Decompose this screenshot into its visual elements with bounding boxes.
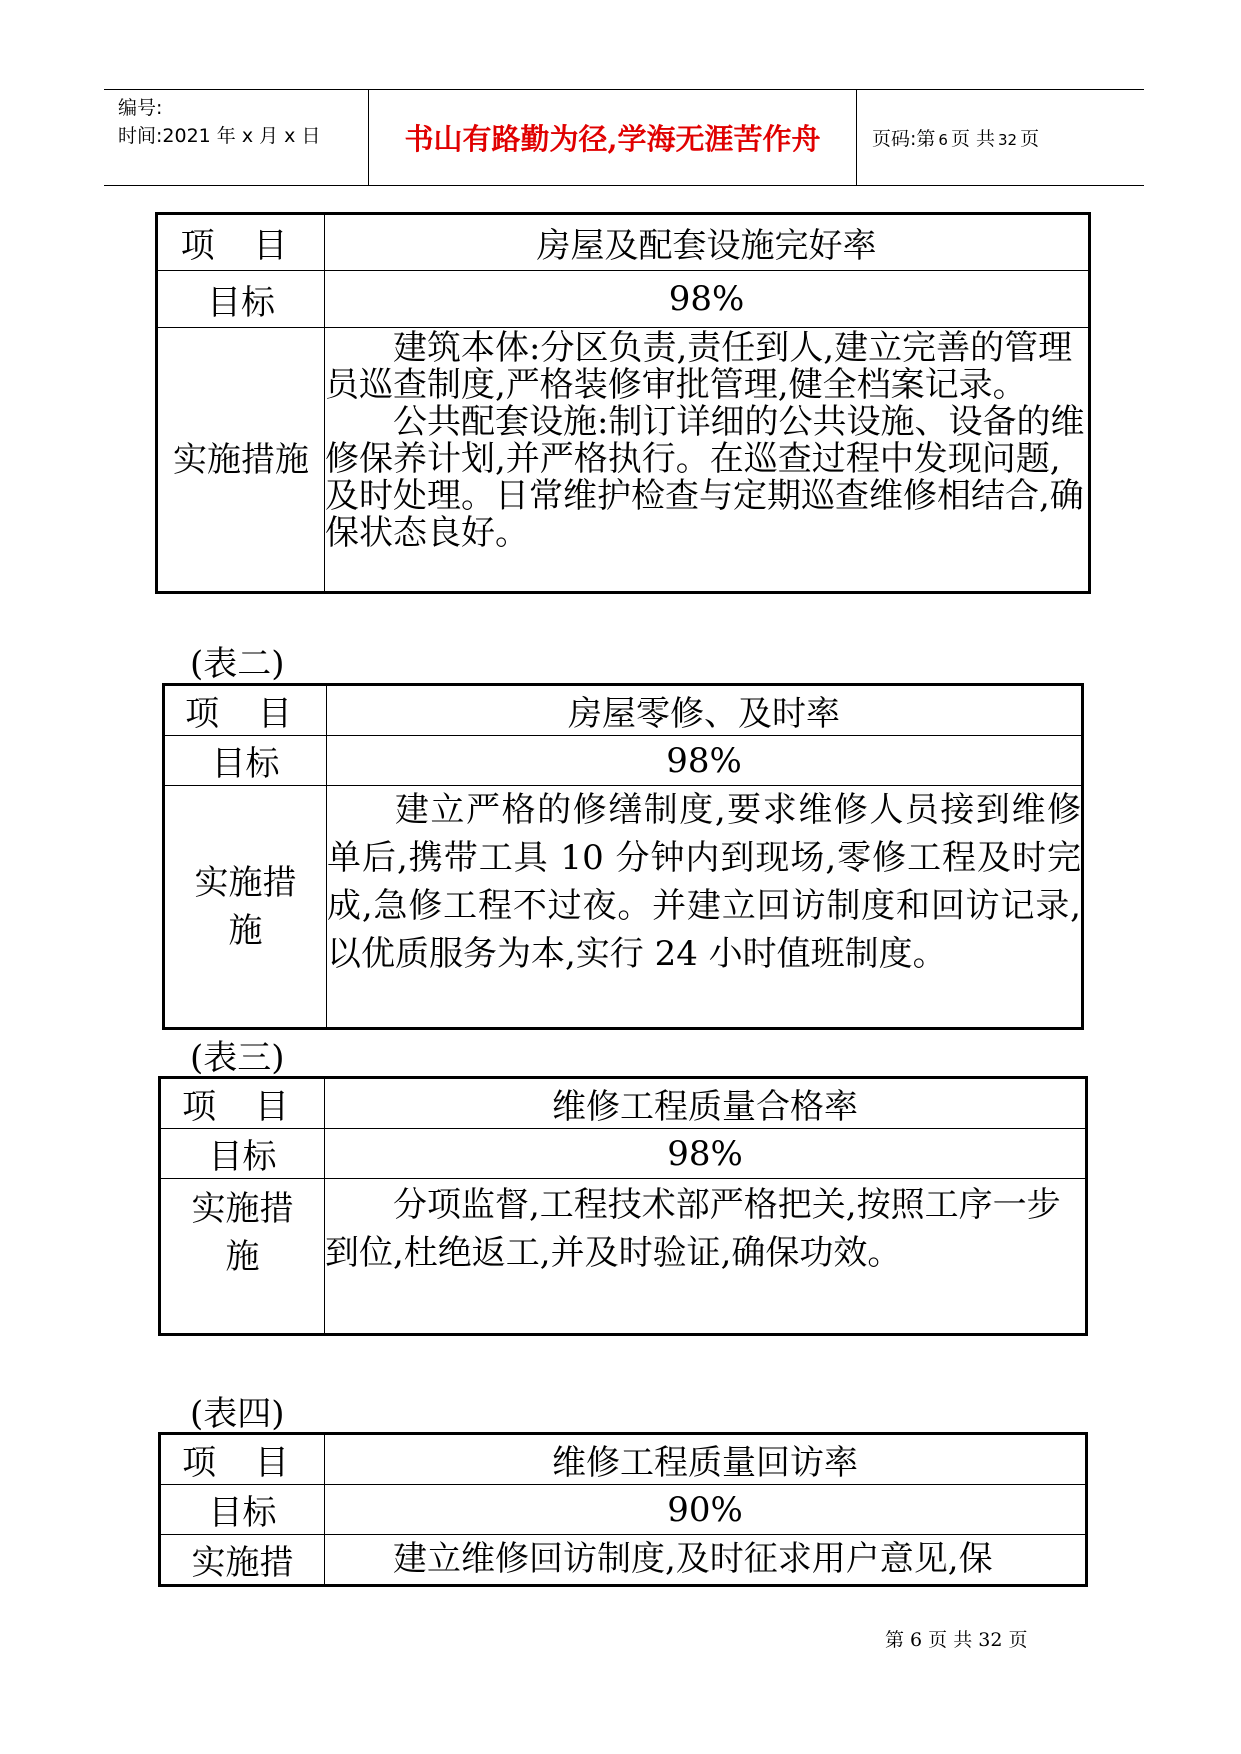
page-header: [104, 89, 1144, 186]
header-motto: 书山有路勤为径,学海无涯苦作舟: [404, 122, 821, 156]
page-mid: 页 共: [950, 128, 995, 150]
measure-paragraph: 建立严格的修缮制度,要求维修人员接到维修单后,携带工具 10 分钟内到现场,零修工程及时完成,急修工程不过夜。并建立回访制度和回访记录,以优质服务为本,实行 24 小时值班制度。: [327, 790, 1081, 974]
item-value: 维修工程质量回访率: [325, 1434, 1087, 1485]
item-label: 项 目: [157, 214, 325, 271]
item-value: 房屋及配套设施完好率: [325, 214, 1090, 271]
measure-label: 实施措施: [164, 786, 327, 1029]
item-value: 维修工程质量合格率: [325, 1078, 1087, 1129]
target-label: 目标: [157, 271, 325, 328]
page-number: 6: [938, 131, 948, 149]
measure-paragraph: 公共配套设施:制订详细的公共设施、设备的维修保养计划,并严格执行。在巡查过程中发现问题,及时处理。日常维护检查与定期巡查维修相结合,确保状态良好。: [325, 402, 1085, 553]
table-1: [155, 212, 1091, 594]
item-value: 房屋零修、及时率: [327, 685, 1083, 736]
measure-content: [325, 1535, 1087, 1586]
header-left: [118, 94, 320, 150]
target-label: 目标: [160, 1485, 325, 1535]
number-label: 编号:: [118, 97, 163, 119]
time-label: 时间:2021 年 x 月 x 日: [118, 125, 321, 147]
measure-label: 实施措施: [157, 328, 325, 593]
page-prefix: 页码:第: [872, 128, 936, 150]
page-total: 32: [998, 131, 1018, 149]
measure-content: [325, 1179, 1087, 1335]
measure-content: [325, 328, 1090, 593]
item-label: 项 目: [160, 1434, 325, 1485]
table-caption: (表二): [190, 644, 285, 684]
page-footer: 第 6 页 共 32 页: [885, 1629, 1028, 1651]
measure-label: 实施措: [160, 1535, 325, 1586]
measure-content: [327, 786, 1083, 1029]
measure-paragraph: 建立维修回访制度,及时征求用户意见,保: [393, 1539, 993, 1579]
measure-paragraph: 建筑本体:分区负责,责任到人,建立完善的管理员巡查制度,严格装修审批管理,健全档案记录。: [325, 328, 1073, 405]
item-label: 项 目: [164, 685, 327, 736]
table-4: [158, 1432, 1088, 1587]
table-caption: (表四): [190, 1394, 285, 1434]
measure-paragraph: 分项监督,工程技术部严格把关,按照工序一步到位,杜绝返工,并及时验证,确保功效。: [325, 1185, 1061, 1273]
target-label: 目标: [160, 1129, 325, 1179]
table-3: [158, 1076, 1088, 1336]
item-label: 项 目: [160, 1078, 325, 1129]
target-value: 90%: [325, 1485, 1087, 1535]
target-value: 98%: [325, 271, 1090, 328]
table-caption: (表三): [190, 1038, 285, 1078]
header-page-info: [872, 124, 1039, 151]
target-label: 目标: [164, 736, 327, 786]
target-value: 98%: [325, 1129, 1087, 1179]
target-value: 98%: [327, 736, 1083, 786]
table-2: [162, 683, 1084, 1030]
header-divider: [856, 90, 857, 185]
page-suffix: 页: [1020, 128, 1040, 150]
measure-label: 实施措施: [160, 1179, 325, 1335]
